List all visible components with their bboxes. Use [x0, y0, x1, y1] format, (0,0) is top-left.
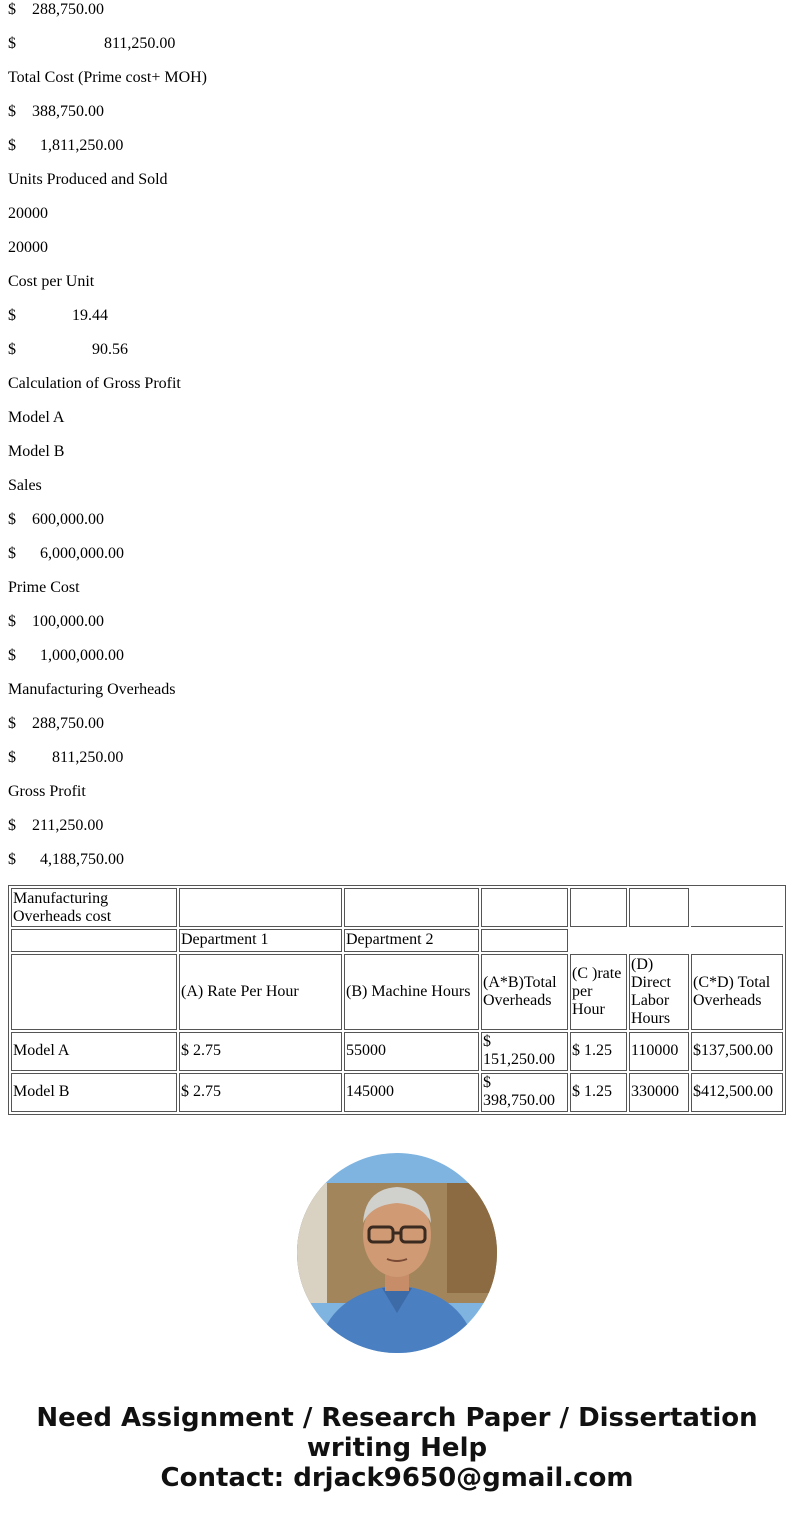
- column-header: (C )rate per Hour: [570, 954, 627, 1030]
- table-cell: [344, 888, 479, 927]
- table-header-row: [11, 954, 783, 1030]
- column-header: [11, 954, 177, 1030]
- text-line: $ 19.44: [8, 307, 108, 324]
- text-line: $ 288,750.00: [8, 1, 104, 18]
- text-line: $ 1,811,250.00: [8, 137, 124, 154]
- text-line: Gross Profit: [8, 783, 86, 800]
- table-cell: [629, 929, 689, 952]
- text-line: Model B: [8, 443, 65, 460]
- contact-line: writing Help: [306, 1433, 488, 1463]
- text-line: Model A: [8, 409, 65, 426]
- table-row: [11, 888, 783, 927]
- text-line: 20000: [8, 239, 48, 256]
- text-line: $ 211,250.00: [8, 817, 104, 834]
- avatar: [297, 1153, 497, 1353]
- table-cell: $137,500.00: [691, 1032, 783, 1071]
- overheads-table: [8, 885, 786, 1115]
- text-line: 20000: [8, 205, 48, 222]
- table-cell: [179, 888, 342, 927]
- table-cell: $ 2.75: [179, 1032, 342, 1071]
- text-line: Cost per Unit: [8, 273, 95, 290]
- text-line: Sales: [8, 477, 42, 494]
- text-line: $ 811,250.00: [8, 749, 124, 766]
- table-cell: [570, 929, 627, 952]
- table-cell: [691, 929, 783, 952]
- table-cell: [481, 888, 568, 927]
- text-line: Prime Cost: [8, 579, 80, 596]
- text-line: $ 90.56: [8, 341, 128, 358]
- text-line: $ 288,750.00: [8, 715, 104, 732]
- table-cell: 55000: [344, 1032, 479, 1071]
- text-line: $ 4,188,750.00: [8, 851, 124, 868]
- column-header: (A) Rate Per Hour: [179, 954, 342, 1030]
- text-line: $ 388,750.00: [8, 103, 104, 120]
- table-cell: 145000: [344, 1073, 479, 1112]
- table-cell: 330000: [629, 1073, 689, 1112]
- text-line: $ 811,250.00: [8, 35, 176, 52]
- contact-banner: [0, 1403, 794, 1493]
- table-cell: [481, 929, 568, 952]
- table-cell: $ 2.75: [179, 1073, 342, 1112]
- table-cell: $412,500.00: [691, 1073, 783, 1112]
- text-line: $ 600,000.00: [8, 511, 104, 528]
- table-cell: [691, 888, 783, 927]
- column-header: (C*D) Total Overheads: [691, 954, 783, 1030]
- column-header: (B) Machine Hours: [344, 954, 479, 1030]
- person-portrait-icon: [297, 1153, 497, 1353]
- contact-line: Need Assignment / Research Paper / Dissertation: [36, 1403, 758, 1433]
- table-cell: [11, 929, 177, 952]
- text-line: $ 1,000,000.00: [8, 647, 124, 664]
- table-row: [11, 929, 783, 952]
- text-line: Total Cost (Prime cost+ MOH): [8, 69, 207, 86]
- column-header: (D) Direct Labor Hours: [629, 954, 689, 1030]
- text-line: Manufacturing Overheads: [8, 681, 176, 698]
- table-cell: Model A: [11, 1032, 177, 1071]
- text-line: $ 6,000,000.00: [8, 545, 124, 562]
- table-cell: 110000: [629, 1032, 689, 1071]
- text-line: Calculation of Gross Profit: [8, 375, 181, 392]
- table-cell: $ 1.25: [570, 1032, 627, 1071]
- table-row: [11, 1073, 783, 1112]
- text-line: $ 100,000.00: [8, 613, 104, 630]
- table-cell: Model B: [11, 1073, 177, 1112]
- department-2-header: Department 2: [344, 929, 479, 952]
- column-header: (A*B)Total Overheads: [481, 954, 568, 1030]
- table-cell: $ 398,750.00: [481, 1073, 568, 1112]
- table-cell: $ 1.25: [570, 1073, 627, 1112]
- contact-email[interactable]: Contact: drjack9650@gmail.com: [160, 1463, 634, 1493]
- table-cell: [629, 888, 689, 927]
- text-line: Units Produced and Sold: [8, 171, 168, 188]
- table-cell: [570, 888, 627, 927]
- department-1-header: Department 1: [179, 929, 342, 952]
- table-row: [11, 1032, 783, 1071]
- table-cell: $ 151,250.00: [481, 1032, 568, 1071]
- table-title-cell: Manufacturing Overheads cost: [11, 888, 177, 927]
